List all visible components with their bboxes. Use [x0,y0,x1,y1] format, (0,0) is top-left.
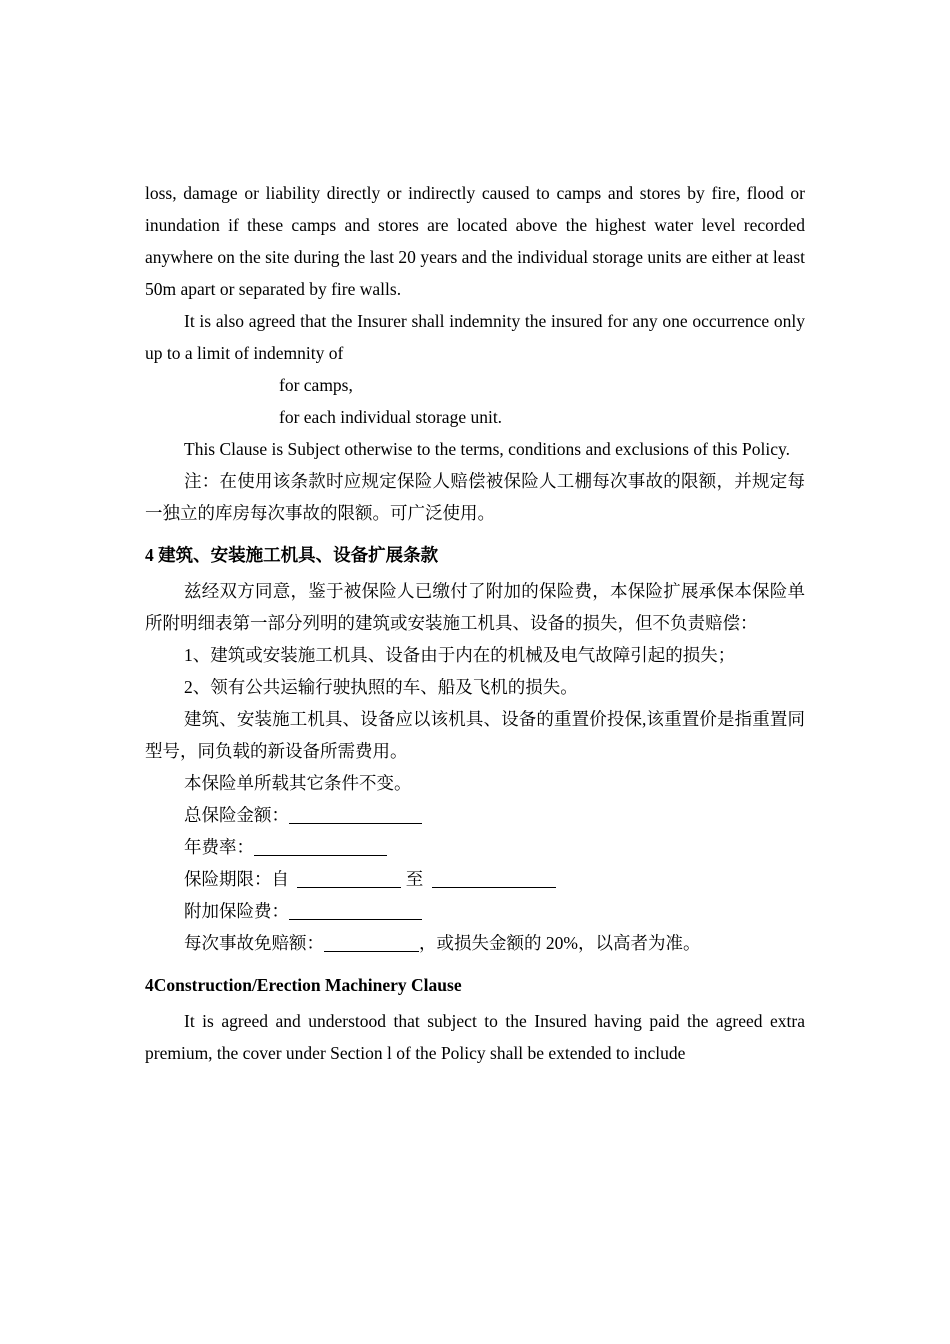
paragraph-limit-indemnity: It is also agreed that the Insurer shall indemnity the insured for any one occurrence only up to a limit of indemnity of [145,311,805,363]
paragraph-cn-unchanged: 本保险单所载其它条件不变。 [184,773,412,793]
section-heading-en: 4Construction/Erection Machinery Clause [145,975,462,995]
field-label: 附加保险费： [184,901,289,921]
paragraph-for-camps: for camps, [279,375,353,395]
field-additional-premium [145,895,805,927]
field-label: 年费率： [184,837,254,857]
field-sum-insured [145,799,805,831]
field-deductible [145,927,805,959]
blank-line [289,899,422,920]
paragraph-subject-clause: This Clause is Subject otherwise to the terms, conditions and exclusions of this Policy. [184,439,790,459]
blank-line [324,931,419,952]
field-label: 总保险金额： [184,805,289,825]
document-page [145,177,805,1069]
list-item-cn-2: 2、领有公共运输行驶执照的车、船及飞机的损失。 [184,677,578,697]
section-heading-cn: 4 建筑、安装施工机具、设备扩展条款 [145,545,439,565]
paragraph-note: 注：在使用该条款时应规定保险人赔偿被保险人工棚每次事故的限额，并规定每一独立的库房每次事故的限额。可广泛使用。 [145,471,805,523]
blank-line [289,803,422,824]
paragraph-cn-valuation: 建筑、安装施工机具、设备应以该机具、设备的重置价投保,该重置价是指重置同型号，同负载的新设备所需费用。 [145,709,805,761]
field-label: 至 [405,869,424,889]
field-insurance-period [145,863,805,895]
field-label: 每次事故免赔额： [184,933,324,953]
paragraph-en-intro: It is agreed and understood that subject to the Insured having paid the agreed extra premium, the cover under Section l of the Policy shall be extended to include [145,1011,805,1063]
field-label: ，或损失金额的 20%，以高者为准。 [419,933,701,953]
blank-line [297,867,401,888]
paragraph-for-storage-unit: for each individual storage unit. [279,407,503,427]
blank-line [254,835,387,856]
list-item-cn-1: 1、建筑或安装施工机具、设备由于内在的机械及电气故障引起的损失； [184,645,736,665]
paragraph-cn-intro: 兹经双方同意，鉴于被保险人已缴付了附加的保险费，本保险扩展承保本保险单所附明细表第一部分列明的建筑或安装施工机具、设备的损失，但不负责赔偿： [145,581,805,633]
blank-line [432,867,556,888]
paragraph-camps-stores: loss, damage or liability directly or indirectly caused to camps and stores by fire, flood or inundation if these camps and stores are located above the highest water level recorded anywhere on the site during the last 20 years and the individual storage units are either at least 50m apart or separated by fire walls. [145,183,805,299]
field-label: 保险期限：自 [184,869,289,889]
field-annual-rate [145,831,805,863]
